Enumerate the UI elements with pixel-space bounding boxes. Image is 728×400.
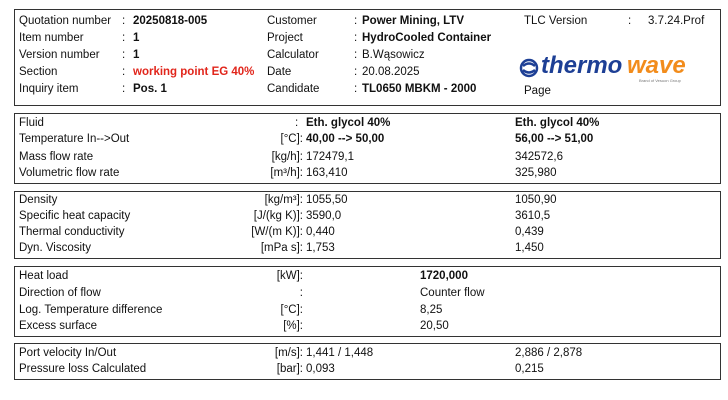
logo-mark-icon [519, 58, 539, 78]
version-number-label: Version number [19, 49, 100, 61]
customer-value: Power Mining, LTV [362, 15, 465, 27]
pressure-loss-label: Pressure loss Calculated [19, 363, 147, 375]
colon: : [122, 83, 126, 95]
density-side2: 1050,90 [515, 194, 557, 206]
pressure-loss-side1: 0,093 [306, 363, 335, 375]
colon: : [354, 32, 358, 44]
mass-flow-label: Mass flow rate [19, 151, 94, 163]
date-label: Date [267, 66, 292, 78]
thermal-conductivity-unit: [W/(m K)]: [251, 226, 303, 238]
candidate-value: TL0650 MBKM - 2000 [362, 83, 477, 95]
section-value: working point EG 40% [133, 66, 255, 78]
colon: : [354, 49, 358, 61]
flow-direction-value: Counter flow [420, 287, 485, 299]
temperature-side1: 40,00 --> 50,00 [306, 133, 385, 145]
pressure-loss-side2: 0,215 [515, 363, 544, 375]
mass-flow-unit: [kg/h]: [271, 151, 303, 163]
calculator-value: B.Wąsowicz [362, 49, 425, 61]
lmtd-value: 8,25 [420, 304, 443, 316]
volumetric-flow-side1: 163,410 [306, 167, 348, 179]
version-number-value: 1 [133, 49, 140, 61]
colon: : [354, 15, 358, 27]
candidate-label: Candidate [267, 83, 320, 95]
heat-load-value: 1720,000 [420, 270, 468, 282]
inquiry-item-value: Pos. 1 [133, 83, 167, 95]
viscosity-side2: 1,450 [515, 242, 544, 254]
project-label: Project [267, 32, 303, 44]
item-number-label: Item number [19, 32, 84, 44]
flow-direction-unit: : [299, 287, 303, 299]
fluid-side1: Eth. glycol 40% [306, 117, 391, 129]
specific-heat-side2: 3610,5 [515, 210, 551, 222]
colon: : [122, 32, 126, 44]
viscosity-unit: [mPa s]: [260, 242, 303, 254]
mass-flow-side1: 172479,1 [306, 151, 354, 163]
colon: : [354, 66, 358, 78]
tlc-version-label: TLC Version [524, 15, 588, 27]
logo-thermo-text: thermo [541, 52, 623, 79]
volumetric-flow-unit: [m³/h]: [270, 167, 303, 179]
page-label: Page [524, 85, 551, 97]
heat-load-unit: [kW]: [276, 270, 303, 282]
thermal-conductivity-side2: 0,439 [515, 226, 544, 238]
excess-surface-unit: [%]: [283, 320, 303, 332]
thermal-conductivity-label: Thermal conductivity [19, 226, 125, 238]
lmtd-unit: [°C]: [280, 304, 303, 316]
temperature-unit: [°C]: [280, 133, 303, 145]
colon: : [122, 49, 126, 61]
thermowave-logo [519, 52, 699, 86]
port-velocity-side2: 2,886 / 2,878 [515, 347, 583, 359]
colon: : [122, 15, 126, 27]
quotation-number-label: Quotation number [19, 15, 112, 27]
customer-label: Customer [267, 15, 317, 27]
calculator-label: Calculator [267, 49, 319, 61]
thermal-box [14, 266, 721, 337]
colon: : [295, 117, 299, 129]
temperature-label: Temperature In-->Out [19, 133, 130, 145]
heat-load-label: Heat load [19, 270, 69, 282]
port-velocity-unit: [m/s]: [274, 347, 303, 359]
date-value: 20.08.2025 [362, 66, 420, 78]
specific-heat-label: Specific heat capacity [19, 210, 131, 222]
colon: : [122, 66, 126, 78]
density-label: Density [19, 194, 58, 206]
specific-heat-side1: 3590,0 [306, 210, 342, 222]
fluid-side2: Eth. glycol 40% [515, 117, 600, 129]
mass-flow-side2: 342572,6 [515, 151, 563, 163]
excess-surface-value: 20,50 [420, 320, 449, 332]
viscosity-side1: 1,753 [306, 242, 335, 254]
quotation-number-value: 20250818-005 [133, 15, 208, 27]
logo-tagline: Brand of Vesuon Group [639, 78, 681, 83]
colon: : [628, 15, 632, 27]
inquiry-item-label: Inquiry item [19, 83, 79, 95]
thermal-conductivity-side1: 0,440 [306, 226, 335, 238]
colon: : [354, 83, 358, 95]
specific-heat-unit: [J/(kg K)]: [253, 210, 303, 222]
flow-direction-label: Direction of flow [19, 287, 101, 299]
fluid-label: Fluid [19, 117, 44, 129]
volumetric-flow-label: Volumetric flow rate [19, 167, 120, 179]
viscosity-label: Dyn. Viscosity [19, 242, 92, 254]
temperature-side2: 56,00 --> 51,00 [515, 133, 594, 145]
density-unit: [kg/m³]: [264, 194, 303, 206]
pressure-loss-unit: [bar]: [276, 363, 303, 375]
logo-wave-text: wave [627, 52, 686, 79]
port-velocity-label: Port velocity In/Out [19, 347, 117, 359]
tlc-version-value: 3.7.24.Prof [648, 15, 705, 27]
excess-surface-label: Excess surface [19, 320, 97, 332]
port-velocity-side1: 1,441 / 1,448 [306, 347, 374, 359]
volumetric-flow-side2: 325,980 [515, 167, 557, 179]
density-side1: 1055,50 [306, 194, 348, 206]
project-value: HydroCooled Container [362, 32, 492, 44]
lmtd-label: Log. Temperature difference [19, 304, 163, 316]
section-label: Section [19, 66, 58, 78]
item-number-value: 1 [133, 32, 140, 44]
